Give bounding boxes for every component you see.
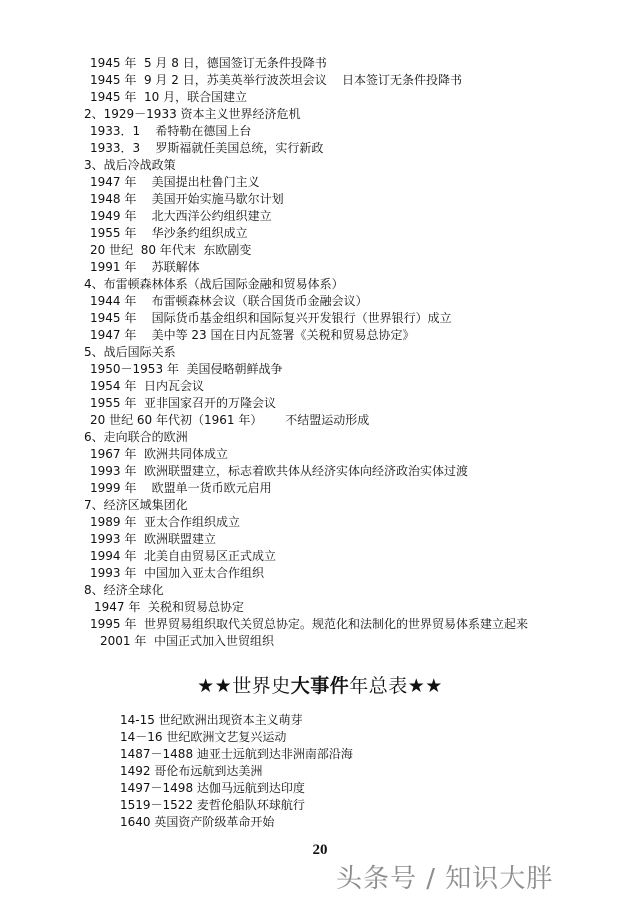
- page-number: 20: [312, 842, 328, 858]
- event-line: 14－16 世纪欧洲文艺复兴运动: [120, 730, 287, 744]
- page-title: [0, 673, 640, 699]
- event-line: 1949 年 北大西洋公约组织建立: [90, 209, 272, 223]
- event-line: 1967 年 欧洲共同体成立: [90, 447, 228, 461]
- event-line: 1487－1488 迪亚士远航到达非洲南部沿海: [120, 747, 353, 761]
- event-line: 1492 哥伦布远航到达美洲: [120, 764, 263, 778]
- section-heading: 8、经济全球化: [84, 583, 164, 597]
- event-line: 1989 年 亚太合作组织成立: [90, 515, 240, 529]
- event-line: 1948 年 美国开始实施马歇尔计划: [90, 192, 284, 206]
- event-line: 1945 年 10 月，联合国建立: [90, 90, 248, 104]
- event-line: 1955 年 亚非国家召开的万隆会议: [90, 396, 276, 410]
- event-line: 1995 年 世界贸易组织取代关贸总协定。规范化和法制化的世界贸易体系建立起来: [90, 617, 528, 631]
- event-line: 1993 年 欧洲联盟建立，标志着欧共体从经济实体向经济政治实体过渡: [90, 464, 468, 478]
- event-line: 1947 年 美中等 23 国在日内瓦签署《关税和贸易总协定》: [90, 328, 415, 342]
- section-heading: 3、战后冷战政策: [84, 158, 176, 172]
- event-line: 20 世纪 60 年代初（1961 年） 不结盟运动形成: [90, 413, 370, 427]
- event-line: 1994 年 北美自由贸易区正式成立: [90, 549, 276, 563]
- event-line: 1944 年 布雷顿森林会议（联合国货币金融会议）: [90, 294, 368, 308]
- event-line: 1947 年 关税和贸易总协定: [94, 600, 244, 614]
- star-decoration: ★★: [197, 675, 233, 697]
- star-decoration: ★★: [407, 675, 443, 697]
- event-line: 1497－1498 达伽马远航到达印度: [120, 781, 305, 795]
- event-line: 1933．1 希特勒在德国上台: [90, 124, 252, 138]
- event-line: 1519－1522 麦哲伦船队环球航行: [120, 798, 305, 812]
- event-line: 1991 年 苏联解体: [90, 260, 200, 274]
- watermark: 头条号 / 知识大胖: [336, 864, 554, 894]
- event-line: 1945 年 国际货币基金组织和国际复兴开发银行（世界银行）成立: [90, 311, 452, 325]
- event-line: 2001 年 中国正式加入世贸组织: [100, 634, 274, 648]
- title-part-bold: 大事件: [290, 675, 350, 697]
- section-heading: 4、布雷顿森林体系（战后国际金融和贸易体系）: [84, 277, 344, 291]
- section-heading: 7、经济区域集团化: [84, 498, 188, 512]
- section-heading: 6、走向联合的欧洲: [84, 430, 188, 444]
- event-line: 1945 年 9 月 2 日，苏美英举行波茨坦会议 日本签订无条件投降书: [90, 73, 462, 87]
- event-line: 1955 年 华沙条约组织成立: [90, 226, 248, 240]
- section-heading: 2、1929－1933 资本主义世界经济危机: [84, 107, 301, 121]
- event-line: 1945 年 5 月 8 日，德国签订无条件投降书: [90, 56, 327, 70]
- title-part: 世界史: [232, 675, 291, 697]
- event-line: 14-15 世纪欧洲出现资本主义萌芽: [120, 713, 303, 727]
- title-part: 年总表: [349, 675, 408, 697]
- section-heading: 5、战后国际关系: [84, 345, 176, 359]
- event-line: 1954 年 日内瓦会议: [90, 379, 204, 393]
- event-line: 1640 英国资产阶级革命开始: [120, 815, 275, 829]
- event-line: 1999 年 欧盟单一货币欧元启用: [90, 481, 272, 495]
- event-line: 1993 年 中国加入亚太合作组织: [90, 566, 264, 580]
- event-line: 1950－1953 年 美国侵略朝鲜战争: [90, 362, 283, 376]
- event-line: 1933．3 罗斯福就任美国总统，实行新政: [90, 141, 324, 155]
- event-line: 20 世纪 80 年代末 东欧剧变: [90, 243, 252, 257]
- event-line: 1947 年 美国提出杜鲁门主义: [90, 175, 260, 189]
- event-line: 1993 年 欧洲联盟建立: [90, 532, 216, 546]
